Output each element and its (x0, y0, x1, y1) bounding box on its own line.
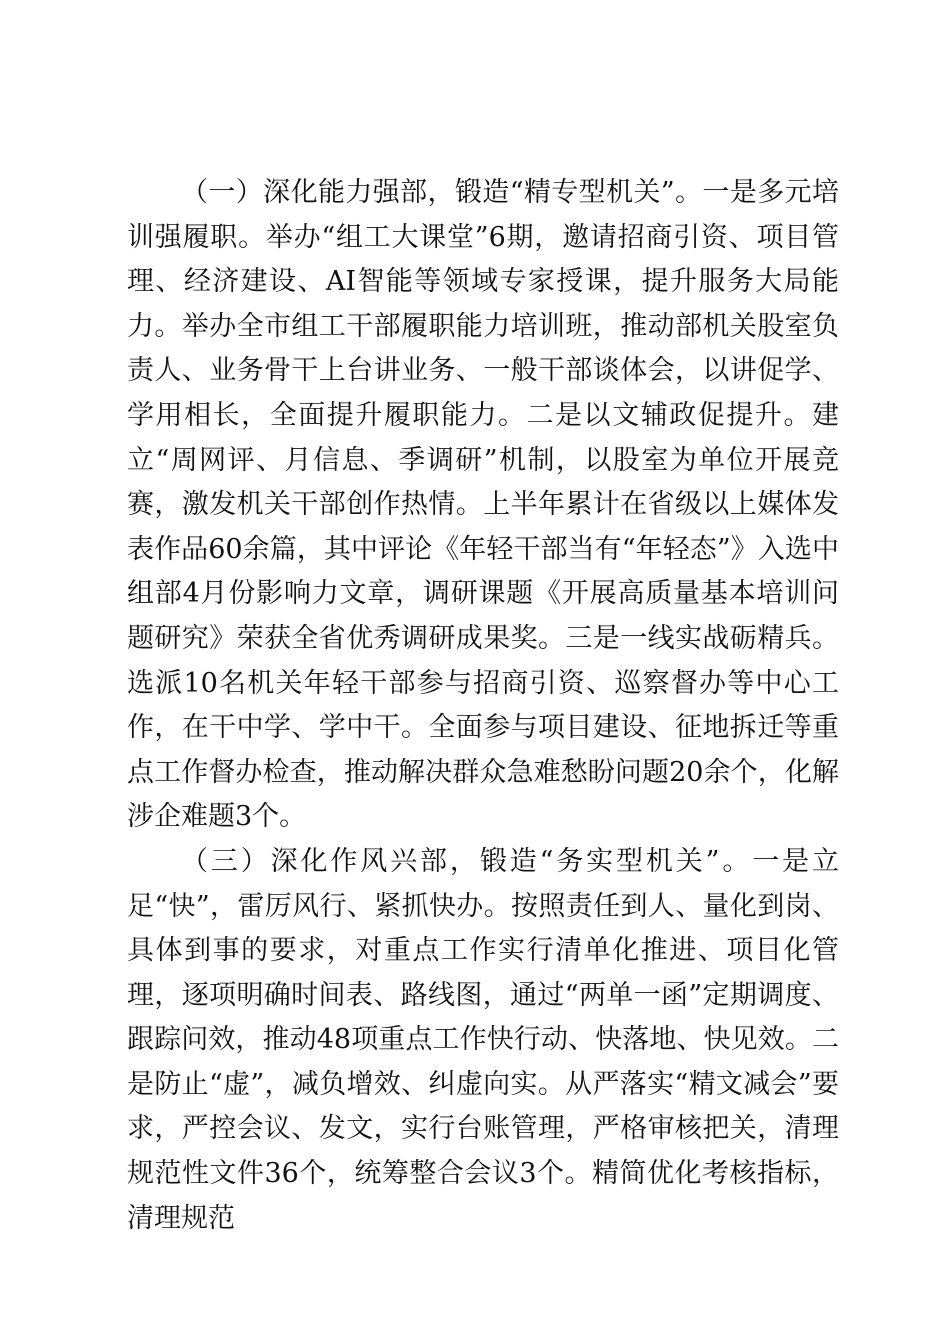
paragraph-ability-building: （一）深化能力强部，锻造“精专型机关”。一是多元培训强履职。举办“组工大课堂”6期，邀请招商引资、项目管理、经济建设、AI智能等领域专家授课，提升服务大局能力。举办全市组工干部履职能力培训班，推动部机关股室负责人、业务骨干上台讲业务、一般干部谈体会，以讲促学、学用相长，全面提升履职能力。二是以文辅政促提升。建立“周网评、月信息、季调研”机制，以股室为单位开展竞赛，激发机关干部创作热情。上半年累计在省级以上媒体发表作品60余篇，其中评论《年轻干部当有“年轻态”》入选中组部4月份影响力文章，调研课题《开展高质量基本培训问题研究》荣获全省优秀调研成果奖。三是一线实战砺精兵。选派10名机关年轻干部参与招商引资、巡察督办等中心工作，在干中学、学中干。全面参与项目建设、征地拆迁等重点工作督办检查，推动解决群众急难愁盼问题20余个，化解涉企难题3个。 (127, 177, 839, 833)
paragraph-work-style: （三）深化作风兴部，锻造“务实型机关”。一是立足“快”，雷厉风行、紧抓快办。按照责任到人、量化到岗、具体到事的要求，对重点工作实行清单化推进、项目化管理，逐项明确时间表、路线图，通过“两单一函”定期调度、跟踪问效，推动48项重点工作快行动、快落地、快见效。二是防止“虚”，减负增效、纠虚向实。从严落实“精文减会”要求，严控会议、发文，实行台账管理，严格审核把关，清理规范性文件36个，统筹整合会议3个。精简优化考核指标，清理规范 (127, 845, 839, 1234)
document-body (127, 171, 839, 1241)
